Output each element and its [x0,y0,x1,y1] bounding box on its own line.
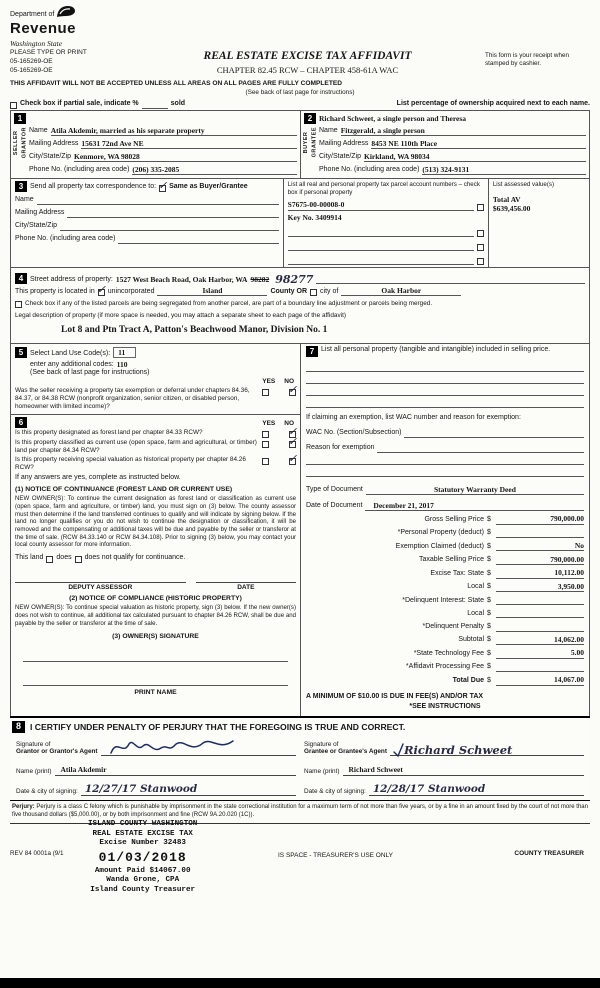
s6-q3-no-checkbox[interactable]: ✓ [288,452,298,466]
form-subtitle: CHAPTER 82.45 RCW – CHAPTER 458-61A WAC [216,65,399,76]
date-of-document-label: Date of Document [306,502,363,510]
does-not-qualify-checkbox[interactable] [75,556,82,563]
section-3-badge: 3 [15,181,27,192]
exemption-claim-label: If claiming an exemption, list WAC number and reason for exemption: [306,414,521,422]
buyer-name-line1: Richard Schweet, a single person and Theresa [319,113,467,123]
seller-citystatezip-label: City/State/Zip [29,153,72,161]
section-6-badge: 6 [15,417,27,428]
street-address-value[interactable]: 1527 West Beach Road, Oak Harbor, WA [115,275,248,285]
seller-address-label: Mailing Address [29,140,79,148]
reason-line-2[interactable] [306,453,584,465]
personal-property-label: List all personal property (tangible and intangible) included in selling price. [321,346,551,354]
street-address-label: Street address of property: [30,275,113,283]
title-row [10,49,590,76]
money-label-4: Excise Tax: State [430,569,484,577]
s6-q2-yes-checkbox[interactable] [262,441,269,448]
dollar-sign: $ [487,609,491,617]
parcel-1-personal-checkbox[interactable] [477,204,484,211]
city-of-checkbox[interactable] [310,289,317,296]
corr-citystatezip-field[interactable] [60,222,279,231]
buyer-address-field[interactable]: 8453 NE 110th Place [371,139,586,149]
corr-citystatezip-label: City/State/Zip [15,222,58,230]
ownership-note: List percentage of ownership acquired next to each name. [396,100,590,108]
treasurer-use-only-label: IS SPACE - TREASURER'S USE ONLY [278,852,394,860]
receipt-note: This form is your receipt when stamped by cashier. [485,52,569,68]
exemption-claimed-value[interactable]: No [496,541,584,551]
subtotal-value[interactable]: 14,062.00 [496,635,584,645]
stamp-tax-title: REAL ESTATE EXCISE TAX [92,829,193,838]
certify-statement: I CERTIFY UNDER PENALTY OF PERJURY THAT THE FOREGOING IS TRUE AND CORRECT. [30,721,406,732]
grantee-agent-label: Grantee or Grantee's Agent [304,748,387,756]
parcel-2-personal-checkbox[interactable] [477,230,484,237]
personal-property-line-2[interactable] [306,372,584,384]
delinquent-penalty-value[interactable] [496,622,584,632]
stamp-treasurer-title: Island County Treasurer [90,885,196,894]
money-label-1: *Personal Property (deduct) [397,529,484,537]
corr-phone-field[interactable] [118,235,278,244]
parcel-key-number: Key No. 3409914 [287,213,342,223]
property-address-section [10,267,590,345]
located-in-label: This property is located in [15,287,95,295]
this-land-label: This land [15,553,44,561]
section-1-badge: 1 [14,113,26,124]
date-of-document-value[interactable]: December 21, 2017 [365,501,584,511]
parcel-number-3[interactable] [288,242,474,251]
certification-section [10,716,590,801]
dollar-sign: $ [487,542,491,550]
dor-logo-icon [56,5,76,18]
please-type-label: PLEASE TYPE OR PRINT [10,49,87,56]
money-label-0: Gross Selling Price [424,515,484,523]
grantee-signature-text: Richard Schweet [403,742,513,757]
buyer-phone-field[interactable]: (513) 324-9131 [422,165,586,175]
type-of-document-value[interactable]: Statutory Warranty Deed [366,485,584,495]
total-due-value[interactable]: 14,067.00 [496,675,584,685]
land-use-label: Select Land Use Code(s): [30,349,111,357]
personal-property-line-4[interactable] [306,396,584,408]
buyer-name-field[interactable]: Fitzgerald, a single person [341,126,586,136]
grantee-date-city-label: Date & city of signing: [304,788,366,796]
send-correspondence-label: Send all property tax correspondence to: [30,183,157,191]
s6-q2-no-checkbox[interactable]: ✓ [288,435,298,449]
s5-q1-yes-checkbox[interactable] [262,389,269,396]
city-of-label: city of [320,287,339,295]
same-as-buyer-checkbox[interactable]: ✓ [158,179,168,193]
grantor-signature-block [12,736,300,796]
reason-line-3[interactable] [306,465,584,477]
completion-warning: THIS AFFIDAVIT WILL NOT BE ACCEPTED UNLESS ALL AREAS ON ALL PAGES ARE FULLY COMPLETED [10,80,343,87]
stamp-treasurer-name: Wanda Grone, CPA [106,876,180,885]
buyer-section [300,111,589,178]
grantee-date-city-field[interactable]: 12/28/17 Stanwood [369,780,584,796]
dollar-sign: $ [487,569,491,577]
wac-number-field[interactable] [404,429,584,438]
grantor-signature-scribble [107,736,237,758]
dollar-sign: $ [487,622,491,630]
sold-label: sold [170,100,186,108]
s5-yes-header: YES [262,378,276,386]
selling-price-section [300,344,589,716]
treasurer-footer [10,820,590,898]
parties-section [10,110,590,179]
personal-property-line-3[interactable] [306,384,584,396]
s5-no-header: NO [284,378,294,386]
grantee-signature-line[interactable] [390,740,584,756]
stamp-county: ISLAND COUNTY WASHINGTON [88,820,198,829]
s6-no-header: NO [284,420,294,428]
county-or-label: County OR [270,287,308,295]
grantor-signature-line[interactable] [101,740,296,756]
grantee-name-print-field[interactable]: Richard Schweet [343,760,584,776]
dollar-sign: $ [487,556,491,564]
owners-signature-title: (3) OWNER(S) SIGNATURE [112,633,199,641]
buyer-address-label: Mailing Address [319,140,369,148]
zip-struck-out: 98282 [250,275,270,285]
county-treasurer-label: COUNTY TREASURER [514,850,584,858]
land-use-section [11,344,300,415]
corr-phone-label: Phone No. (including area code) [15,235,116,243]
scan-artifact-bar [0,978,600,988]
additional-codes-field[interactable]: 110 [116,359,128,369]
money-label-2: Exemption Claimed (deduct) [395,542,484,550]
money-label-6: *Delinquent Interest: State [402,596,484,604]
notice-continuance-text: NEW OWNER(S): To continue the current designation as forest land or classification as current use (open space, farm and agriculture, or timber) land, you must sign on (3) below. The county assessor must then determine if the land transferred continues to qualify and will indicate by signing below. If the land no longer qualifies or you do not wish to continue the designation or classification, it will be removed and the compensating or additional taxes will be due and payable by the seller or transferor at the time of sale. (RCW 84.33.140 or RCW 84.34.108). Prior to signing (3) below, you may contact your local county assessor for more information. [15,495,296,549]
stamp-excise-number: Excise Number 32483 [99,839,186,848]
dollar-sign: $ [487,596,491,604]
excise-tax-local-value[interactable]: 3,950.00 [496,582,584,592]
section-2-badge: 2 [304,113,316,124]
grantee-name-print-label: Name (print) [304,768,340,776]
print-name-line[interactable] [23,674,288,686]
dollar-sign: $ [487,676,491,684]
total-av-label: Total AV [492,194,521,204]
perjury-lead: Perjury: [12,804,35,811]
legal-description-value: Lot 8 and Ptn Tract A, Patton's Beachwood Manor, Division No. 1 [61,325,328,336]
dollar-sign: $ [487,663,491,671]
corr-address-field[interactable] [67,209,278,218]
personal-property-deduct-value[interactable] [496,528,584,538]
s5-see-back-note: (See back of last page for instructions) [30,369,150,377]
deputy-assessor-signature-line[interactable] [15,573,186,583]
seller-name-field[interactable]: Atila Akdemir, married as his separate property [51,126,297,136]
minimum-due-note: A MINIMUM OF $10.00 IS DUE IN FEE(S) AND/OR TAX [306,692,484,700]
grantor-agent-label: Grantor or Grantor's Agent [16,748,98,756]
form-codes [10,49,130,76]
unincorporated-label: unincorporated [107,287,155,295]
affidavit-processing-fee-value[interactable] [496,662,584,672]
forest-land-question: Is this property designated as forest land per chapter 84.33 RCW? [15,429,203,437]
money-label-3: Taxable Selling Price [419,556,484,564]
stamp-date: 01/03/2018 [98,849,187,865]
reason-exemption-field[interactable] [377,444,584,453]
state-technology-fee-value[interactable]: 5.00 [496,648,584,658]
owners-signature-line[interactable] [23,650,288,662]
forest-land-section [11,415,300,701]
legal-description-label: Legal description of property (if more space is needed, you may attach a separate sheet to each page of the affidavit) [15,312,346,320]
additional-codes-label: enter any additional codes: [30,360,114,368]
grantor-signature-of: Signature of [16,740,51,748]
s6-yes-header: YES [262,420,276,428]
middle-sections [10,343,590,717]
buyer-citystatezip-label: City/State/Zip [319,153,362,161]
zip-handwritten: 98277 [275,272,314,286]
partial-percent-field[interactable] [142,100,168,109]
notice-compliance-title: (2) NOTICE OF COMPLIANCE (HISTORIC PROPERTY) [69,594,242,602]
seller-section [11,111,300,178]
seller-phone-field[interactable]: (206) 335-2085 [132,165,297,175]
dollar-sign: $ [487,515,491,523]
same-as-buyer-label: Same as Buyer/Grantee [169,183,248,191]
buyer-phone-label: Phone No. (including area code) [319,166,420,174]
money-label-7: Local [467,609,484,617]
rev-form-number: REV 84 0001a (9/1 [10,850,64,858]
money-label-8: *Delinquent Penalty [422,622,484,630]
does-not-label: does not qualify for continuance. [84,553,186,561]
taxable-selling-price-value[interactable]: 790,000.00 [496,555,584,565]
type-of-document-label: Type of Document [306,486,363,494]
partial-sale-checkbox[interactable] [10,102,17,109]
buyer-side-label: BUYER GRANTEE [302,127,317,158]
exemption-deferral-question: Was the seller receiving a property tax exemption or deferral under chapters 84.36, 84.37, or 84.38 RCW (nonprofit organization, senior citizen, or disabled person, homeowner with limited income)? [15,387,250,411]
see-instructions-note: *SEE INSTRUCTIONS [409,703,481,711]
parcel-number-2[interactable] [288,228,474,237]
buyer-citystatezip-field[interactable]: Kirkland, WA 98034 [364,152,586,162]
current-use-question: Is this property classified as current use (open space, farm and agricultural, or timber) land per chapter 84.34 RCW? [15,439,257,455]
grantor-name-print-field[interactable]: Atila Akdemir [55,760,296,776]
assessor-date-label: DATE [237,583,255,591]
historic-property-question: Is this property receiving special valuation as historical property per chapter 84.26 RCW? [15,456,246,472]
wac-number-label: WAC No. (Section/Subsection) [306,429,402,437]
assessed-value-header: List assessed value(s) [492,181,555,189]
reason-exemption-label: Reason for exemption [306,444,375,452]
stamp-amount-paid: Amount Paid $14067.00 [94,866,191,875]
unincorporated-checkbox[interactable]: ✓ [96,283,106,297]
parcel-number-1[interactable]: S7675-00-00008-0 [288,200,474,210]
treasurer-stamp [88,820,197,895]
money-label-11: *Affidavit Processing Fee [405,663,484,671]
does-qualify-checkbox[interactable] [46,556,53,563]
see-back-note: (See back of last page for instructions) [245,89,355,97]
dept-line3: Washington State [10,38,63,48]
section-4-badge: 4 [15,273,27,284]
notice-continuance-title: (1) NOTICE OF CONTINUANCE (FOREST LAND OR CURRENT USE) [15,485,233,493]
dollar-sign: $ [487,650,491,658]
corr-name-field[interactable] [37,196,279,205]
gross-selling-price-value[interactable]: 790,000.00 [496,514,584,524]
dept-line2: Revenue [10,19,77,37]
delinquent-interest-local-value[interactable] [496,608,584,618]
dollar-sign: $ [487,583,491,591]
land-use-code-field[interactable]: 11 [113,347,136,358]
partial-sale-row [10,100,590,109]
section-7-badge: 7 [306,346,318,357]
delinquent-interest-state-value[interactable] [496,595,584,605]
seller-side-label: SELLER GRANTOR [12,127,27,159]
seller-phone-label: Phone No. (including area code) [29,166,130,174]
dor-wordmark [10,5,76,48]
parcel-numbers-header: List all real and personal property tax parcel account numbers – check box if personal property [287,181,480,196]
grantee-signature-of: Signature of [304,740,339,748]
money-label-9: Subtotal [458,636,484,644]
parcel-number-4[interactable] [288,256,474,265]
excise-tax-state-value[interactable]: 10,112.00 [496,568,584,578]
section-8-badge: 8 [12,721,25,733]
personal-property-line-1[interactable] [306,360,584,372]
dept-line1: Department of [10,11,55,18]
if-yes-note: If any answers are yes, complete as instructed below. [15,474,181,482]
grantee-signature-block [300,736,588,796]
city-field[interactable]: Oak Harbor [341,286,461,296]
section-5-badge: 5 [15,347,27,358]
dollar-sign: $ [487,529,491,537]
deputy-assessor-label: DEPUTY ASSESSOR [68,583,133,591]
s6-q1-yes-checkbox[interactable] [262,431,269,438]
grantor-date-city-label: Date & city of signing: [16,788,78,796]
buyer-name-label: Name [319,127,338,135]
form-code-2: 05-165269-OE [10,66,53,74]
grantee-signature-tick [392,742,404,758]
county-field[interactable]: Island [157,286,267,296]
money-label-10: *State Technology Fee [413,650,484,658]
tax-correspondence-section [10,178,590,268]
notice-compliance-text: NEW OWNER(S): To continue special valuation as historic property, sign (3) below. If the new owner(s) does not wish to continue, all additional tax calculated pursuant to chapter 84.26 RCW, shall be due and payable by the seller or transferor at the time of sale. [15,604,296,627]
dollar-sign: $ [487,636,491,644]
print-name-label: PRINT NAME [134,688,177,696]
form-code-1: 05-165269-OE [10,57,53,65]
segregated-note: Check box if any of the listed parcels are being segregated from another parcel, are part of a boundary line adjustment or parcels being merged. [25,300,433,308]
form-title: REAL ESTATE EXCISE TAX AFFIDAVIT [203,50,412,62]
corr-address-label: Mailing Address [15,209,65,217]
parcel-3-personal-checkbox[interactable] [477,244,484,251]
seller-name-label: Name [29,127,48,135]
segregated-checkbox[interactable] [15,301,22,308]
does-label: does [56,553,72,561]
corr-name-label: Name [15,196,34,204]
s6-q1-no-checkbox[interactable]: ✓ [288,425,298,439]
parcel-4-personal-checkbox[interactable] [477,258,484,265]
seller-address-field[interactable]: 15631 72nd Ave NE [81,139,297,149]
partial-sale-label: Check box if partial sale, indicate % [20,100,139,108]
grantor-name-print-label: Name (print) [16,768,52,776]
perjury-text: Perjury is a class C felony which is punishable by imprisonment in the state correctional institution for a maximum term of not more than five years, or by a fine in an amount fixed by the court of not more than five thousand dollars ($5,000.00), or by both imprisonment and fine (RCW 9A.20.020 (1C)). [12,804,588,818]
money-label-12: Total Due [452,676,484,684]
assessor-date-line[interactable] [196,573,296,583]
s5-q1-no-checkbox[interactable]: ✓ [288,383,298,397]
form-header [10,5,590,47]
money-label-5: Local [467,583,484,591]
total-av-value: $639,456.00 [492,204,531,214]
seller-citystatezip-field[interactable]: Kenmore, WA 98028 [74,152,297,162]
grantor-date-city-field[interactable]: 12/27/17 Stanwood [81,780,296,796]
s6-q3-yes-checkbox[interactable] [262,458,269,465]
